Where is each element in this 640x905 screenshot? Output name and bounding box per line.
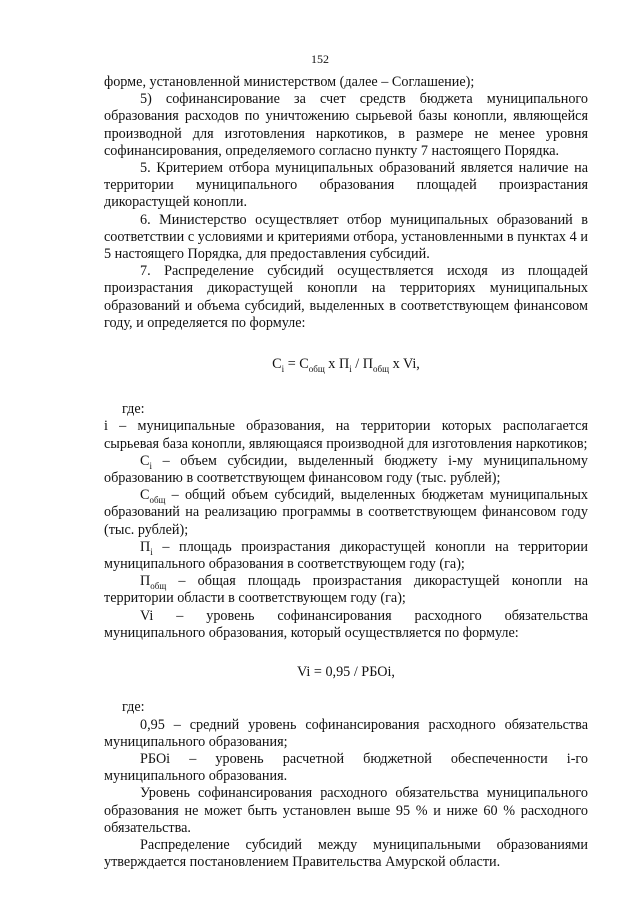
- definition: РБОi – уровень расчетной бюджетной обеспеченности i-го муниципального образования.: [104, 750, 588, 785]
- definition: i – муниципальные образования, на территории которых располагается сырьевая база конопли, являющаяся производной для изготовления наркотиков;: [104, 418, 588, 452]
- definition: 0,95 – средний уровень софинансирования расходного обязательства муниципального образования;: [104, 716, 588, 750]
- definition: Vi – уровень софинансирования расходного обязательства муниципального образования, который осуществляется по формуле:: [104, 607, 588, 641]
- page-number: 152: [311, 52, 329, 66]
- paragraph: 7. Распределение субсидий осуществляется исходя из площадей произрастания дикорастущей конопли на территориях муниципальных образований и объема субсидий, выделенных в соответствующем финансовом году, и определяется по формуле:: [104, 263, 588, 331]
- paragraph: 6. Министерство осуществляет отбор муниципальных образований в соответствии с условиями и критериями отбора, установленными в пунктах 4 и 5 настоящего Порядка, для предоставления субсидий.: [104, 211, 588, 263]
- formula-cofinancing: Vi = 0,95 / РБОi,: [297, 664, 395, 681]
- definition: $C_{общ}$ – общий объем субсидий, выделенных бюджетам муниципальных образований на реализацию программы в соответствующем финансовом году (тыс. рублей);: [104, 487, 588, 538]
- paragraph: 5. Критерием отбора муниципальных образований является наличие на территории муниципального образования площадей произрастания дикорастущей конопли.: [104, 160, 588, 211]
- where-label: где:: [122, 401, 145, 418]
- definition: $П_i$ – площадь произрастания дикорастущей конопли на территории муниципального образования в соответствующем году (га);: [104, 538, 588, 573]
- formula-subsidy: $C_i = C_{общ}$ x $П_i / П_{общ}$ x Vi,: [272, 356, 420, 374]
- paragraph: 5) софинансирование за счет средств бюджета муниципального образования расходов по уничтожению сырьевой базы конопли, являющейся производной для изготовления наркотиков, в размере не менее уровня софинансирования, определяемого согласно пункту 7 настоящего Порядка.: [104, 91, 588, 159]
- where-label: где:: [122, 699, 145, 716]
- paragraph: Уровень софинансирования расходного обязательства муниципального образования не может быть установлен выше 95 % и ниже 60 % расходного обязательства.: [104, 785, 588, 836]
- definition: $П_{общ}$ – общая площадь произрастания дикорастущей конопли на территории области в соответствующем году (га);: [104, 573, 588, 607]
- definition: $C_i$ – объем субсидии, выделенный бюджету i-му муниципальному образованию в соответствующем финансовом году (тыс. рублей);: [104, 452, 588, 487]
- document-body: [104, 74, 588, 871]
- paragraph: форме, установленной министерством (далее – Соглашение);: [104, 74, 475, 90]
- paragraph: Распределение субсидий между муниципальными образованиями утверждается постановлением Правительства Амурской области.: [104, 836, 588, 871]
